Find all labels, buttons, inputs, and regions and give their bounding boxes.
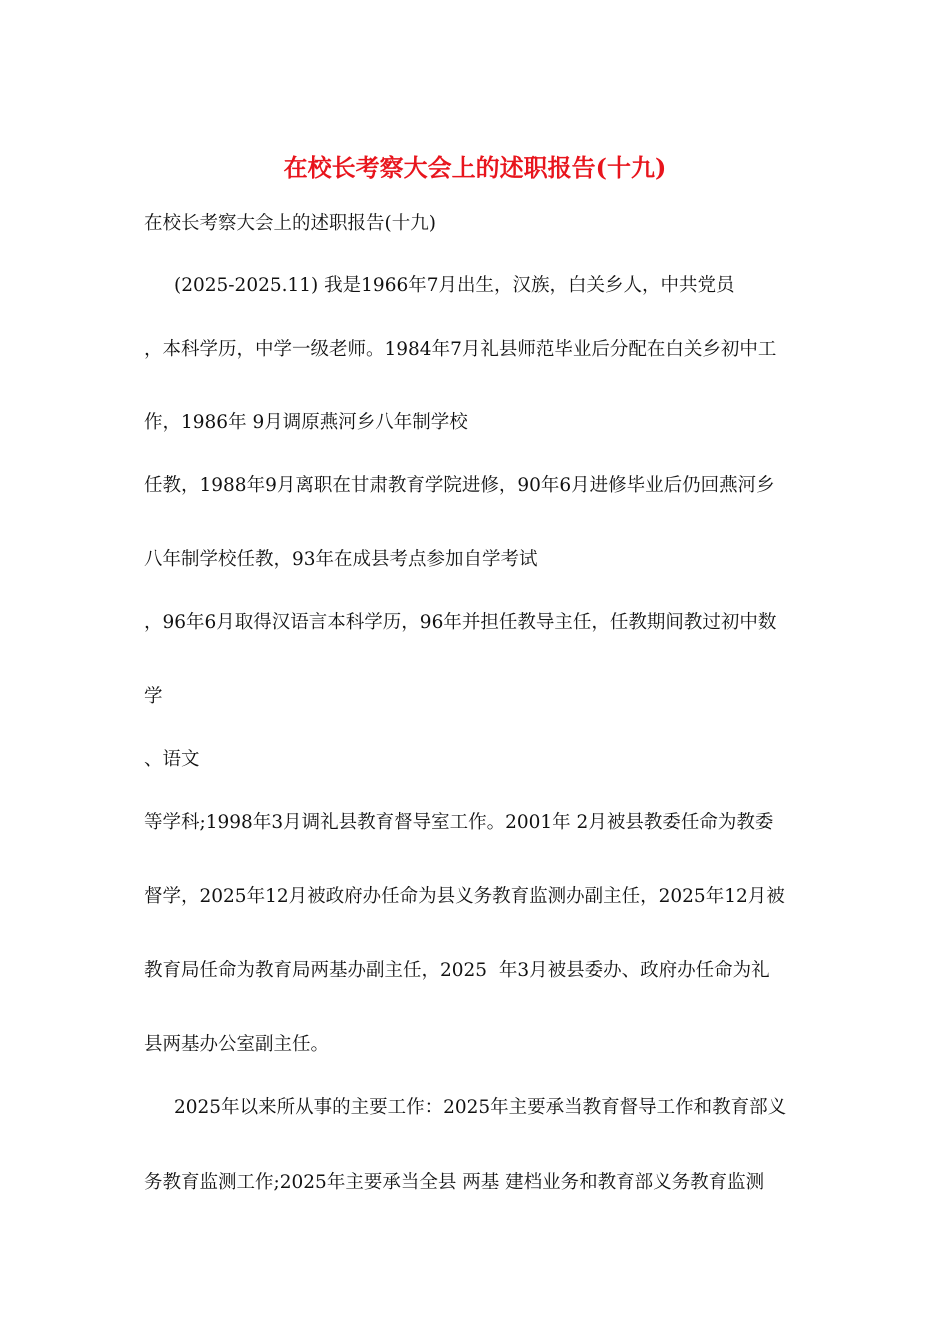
paragraph-line: 教育局任命为教育局两基办副主任，2025 年3月被县委办、政府办任命为礼 (144, 960, 770, 981)
paragraph-line: 八年制学校任教，93年在成县考点参加自学考试 (144, 549, 538, 570)
paragraph-line: 任教，1988年9月离职在甘肃教育学院进修，90年6月进修毕业后仍回燕河乡 (144, 475, 775, 496)
paragraph-line: 务教育监测工作;2025年主要承当全县 两基 建档业务和教育部义务教育监测 (144, 1172, 765, 1193)
paragraph-line: ，本科学历，中学一级老师。1984年7月礼县师范毕业后分配在白关乡初中工 (144, 339, 777, 360)
paragraph-line: 2025年以来所从事的主要工作：2025年主要承当教育督导工作和教育部义 (174, 1097, 787, 1118)
paragraph-line: (2025-2025.11) 我是1966年7月出生，汉族，白关乡人，中共党员 (174, 275, 735, 296)
document-subtitle: 在校长考察大会上的述职报告(十九) (144, 213, 436, 234)
paragraph-line: ，96年6月取得汉语言本科学历，96年并担任教导主任，任教期间教过初中数 (144, 612, 777, 633)
paragraph-line: 等学科;1998年3月调礼县教育督导室工作。2001年 2月被县教委任命为教委 (144, 812, 774, 833)
paragraph-line: 县两基办公室副主任。 (144, 1034, 330, 1055)
paragraph-line: 督学，2025年12月被政府办任命为县义务教育监测办副主任，2025年12月被 (144, 886, 785, 907)
paragraph-line: 作，1986年 9月调原燕河乡八年制学校 (144, 412, 468, 433)
paragraph-line: 学 (144, 686, 163, 707)
document-title: 在校长考察大会上的述职报告(十九) (283, 153, 667, 182)
paragraph-line: 、语文 (144, 749, 200, 770)
